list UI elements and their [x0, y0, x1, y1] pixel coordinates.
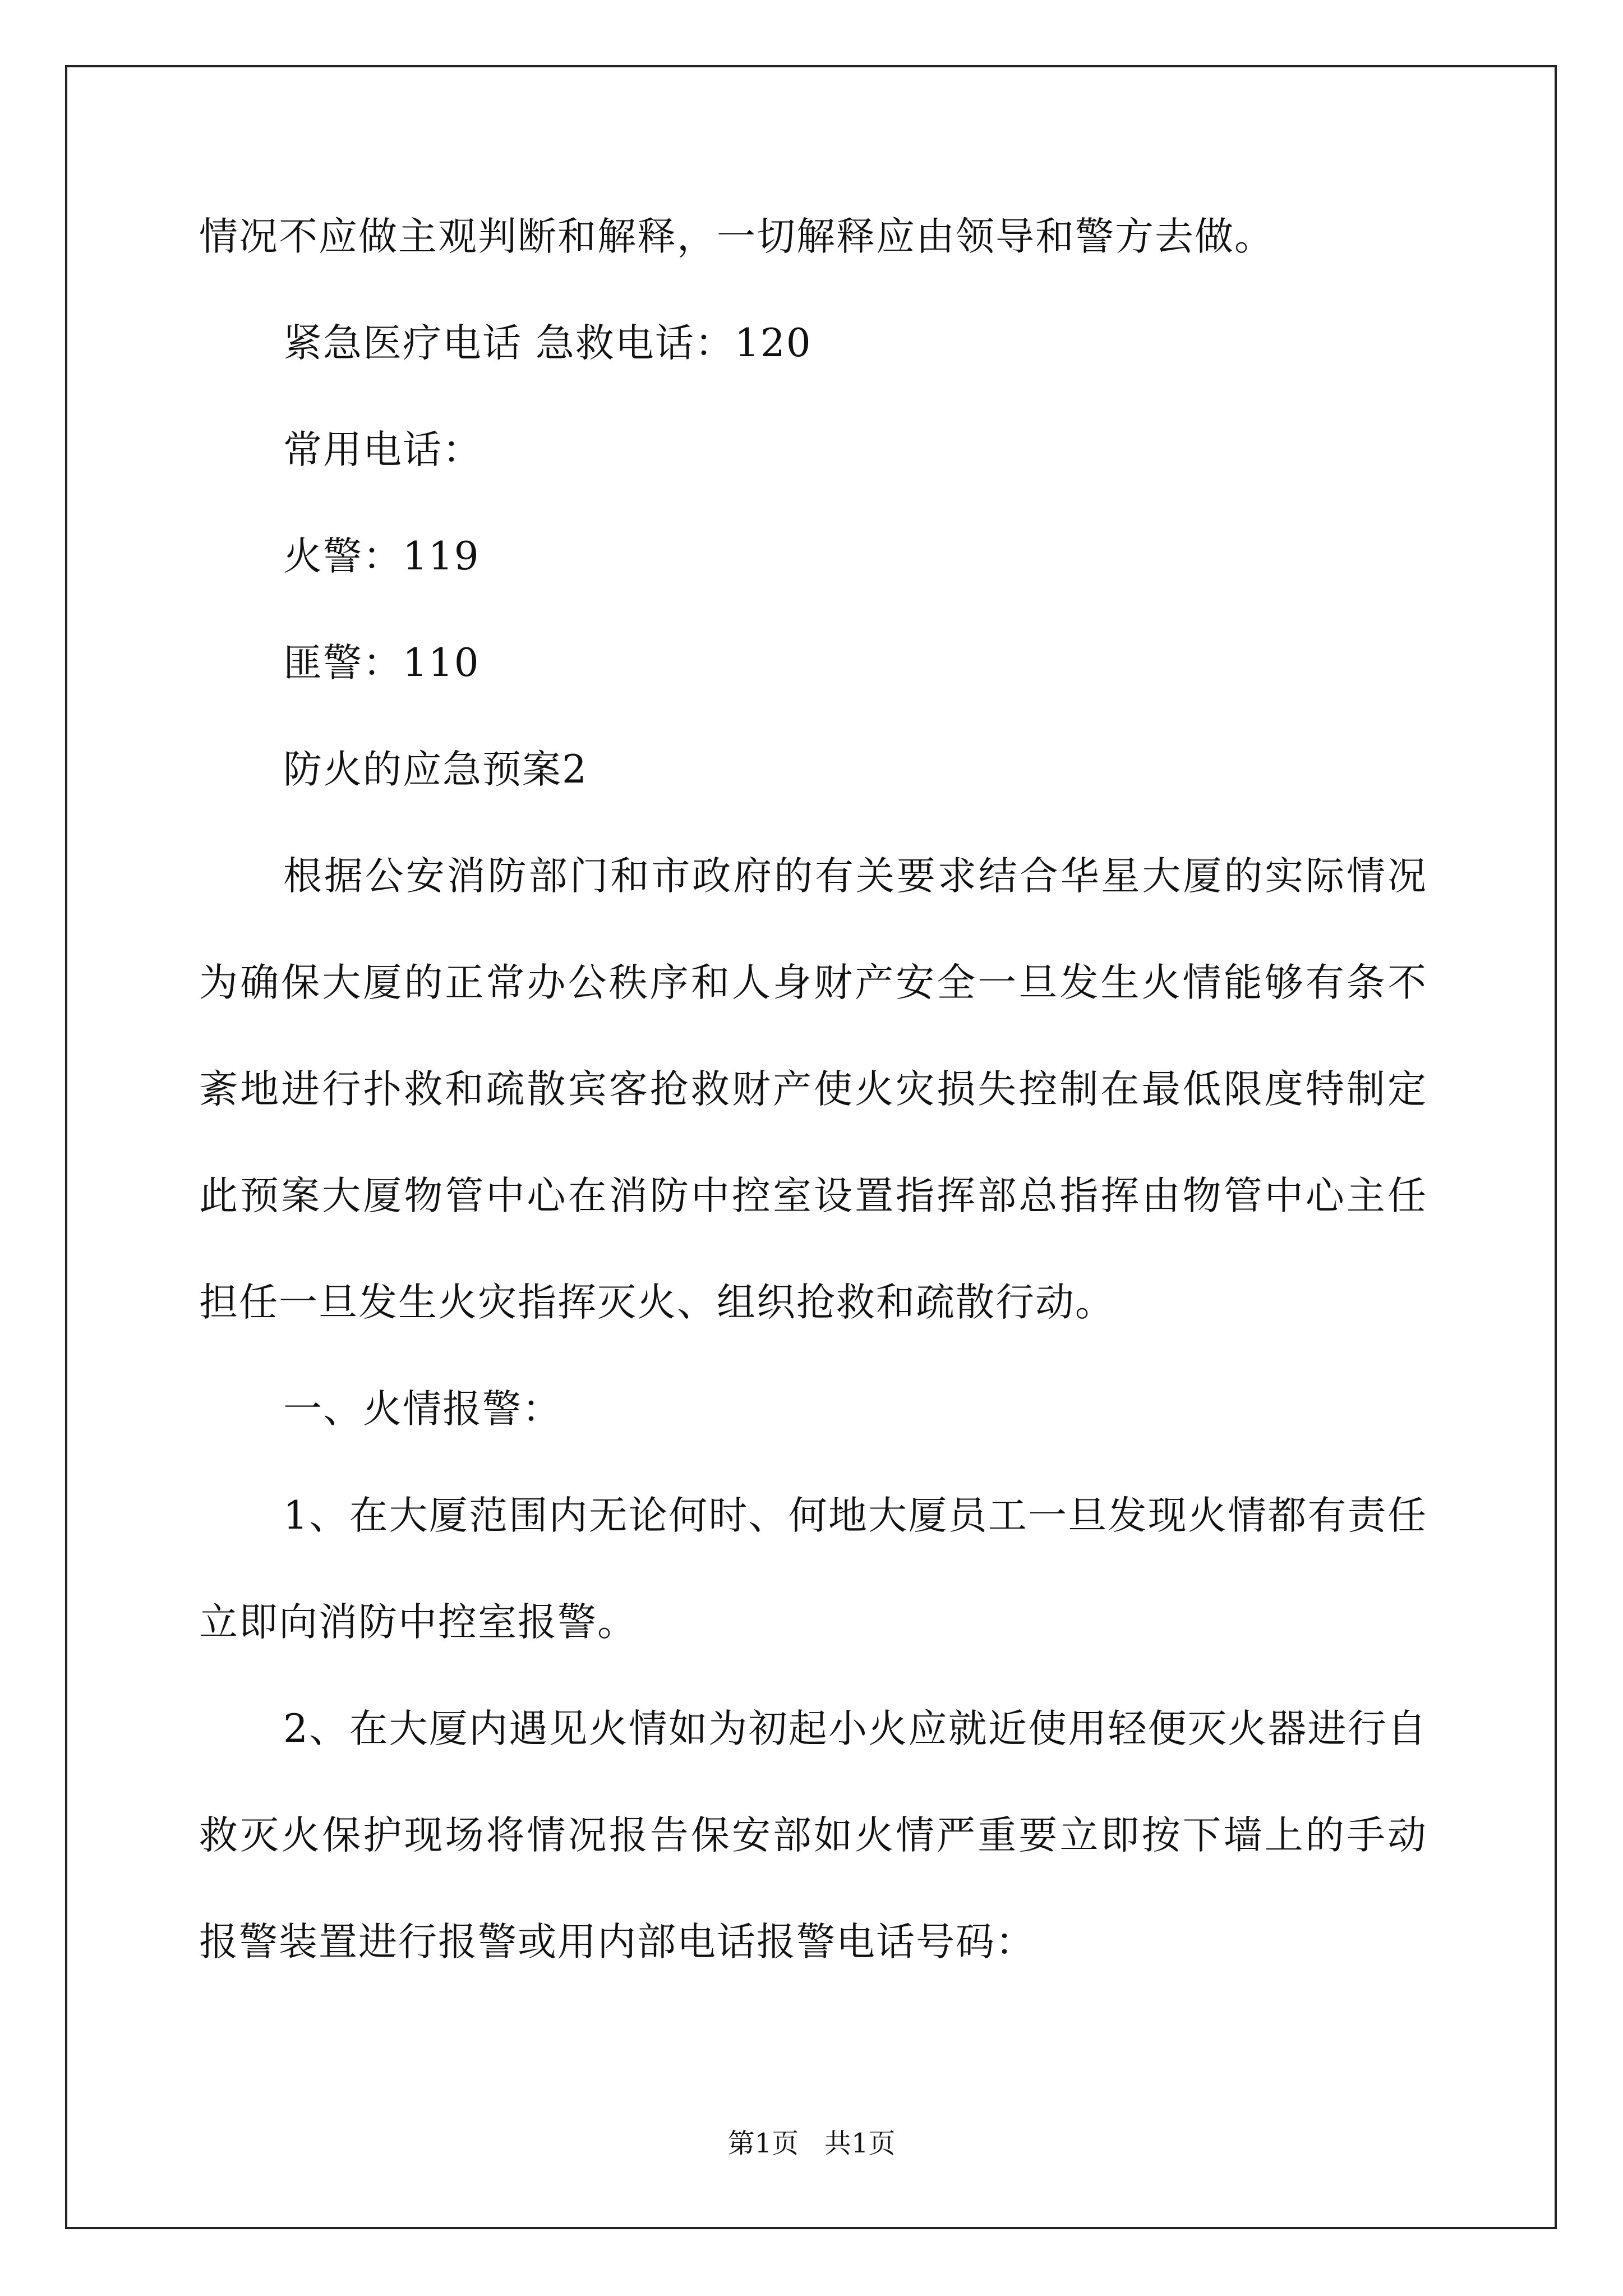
paragraph-line: 救灭火保护现场将情况报告保安部如火情严重要立即按下墙上的手动 [199, 1813, 1427, 1858]
paragraph-line: 1、在大厦范围内无论何时、何地大厦员工一旦发现火情都有责任 [283, 1493, 1427, 1538]
paragraph-line: 此预案大厦物管中心在消防中控室设置指挥部总指挥由物管中心主任 [199, 1174, 1427, 1218]
paragraph-line: 担任一旦发生火灾指挥灭火、组织抢救和疏散行动。 [199, 1280, 1115, 1325]
paragraph-line: 根据公安消防部门和市政府的有关要求结合华星大厦的实际情况 [283, 854, 1427, 899]
paragraph-line: 紊地进行扑救和疏散宾客抢救财产使火灾损失控制在最低限度特制定 [199, 1067, 1427, 1112]
common-phones-heading: 常用电话： [283, 427, 482, 472]
fire-alarm-number: 火警：119 [283, 534, 480, 579]
section-title: 防火的应急预案2 [283, 747, 588, 792]
emergency-medical-phone: 紧急医疗电话 急救电话：120 [283, 321, 812, 366]
page-number-footer: 第1页 共1页 [727, 2128, 896, 2159]
paragraph-line: 2、在大厦内遇见火情如为初起小火应就近使用轻便灭火器进行自 [283, 1706, 1427, 1751]
paragraph-line: 报警装置进行报警或用内部电话报警电话号码： [199, 1920, 1035, 1964]
paragraph-line: 立即向消防中控室报警。 [199, 1600, 637, 1645]
paragraph-line: 情况不应做主观判断和解释，一切解释应由领导和警方去做。 [199, 214, 1274, 259]
paragraph-line: 为确保大厦的正常办公秩序和人身财产安全一旦发生火情能够有条不 [199, 960, 1427, 1005]
page-border [65, 65, 1557, 2229]
police-number: 匪警：110 [283, 641, 480, 685]
subsection-heading: 一、火情报警： [283, 1387, 562, 1432]
